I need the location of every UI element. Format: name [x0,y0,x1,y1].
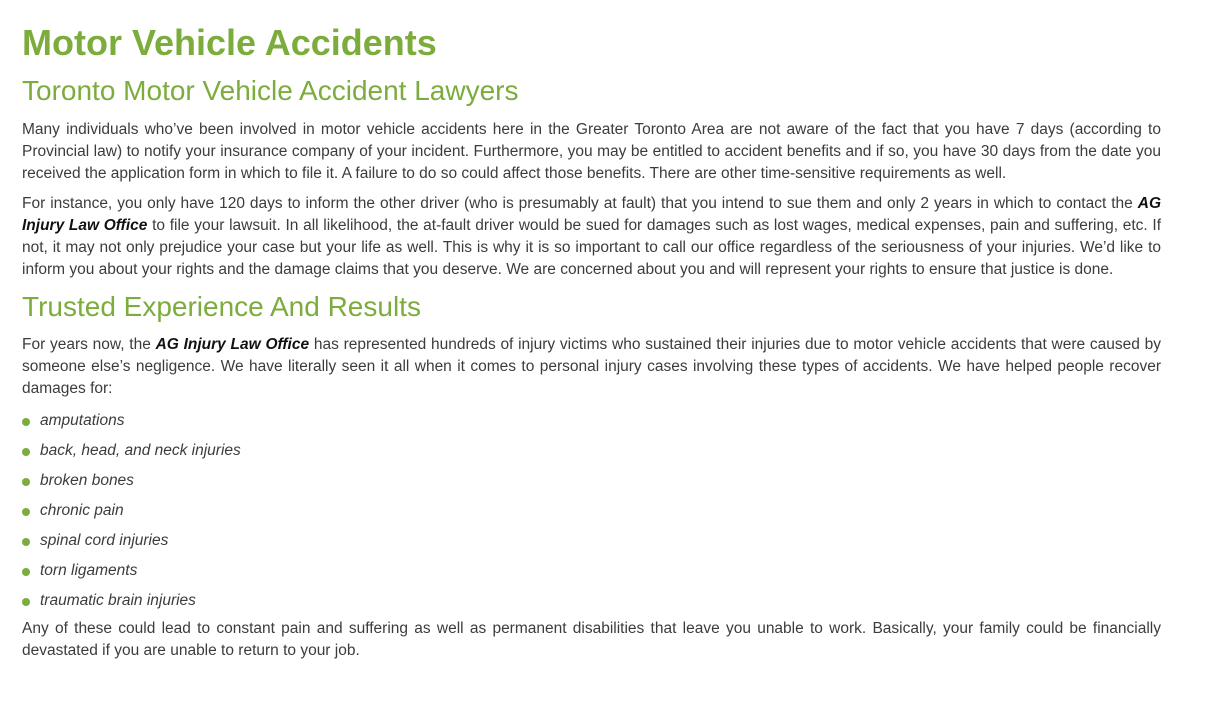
closing-paragraph: Any of these could lead to constant pain and suffering as well as permanent disabilities that leave you unable to work. Basically, your family could be financially devastated if you are unable to return to your job. [22,620,1161,659]
bullet-dot-icon [22,538,30,546]
list-item-label: amputations [40,412,125,429]
deadline-text-end: to file your lawsuit. In all likelihood, the at-fault driver would be sued for damages such as lost wages, medical expenses, pain and suffering, etc. If not, it may not only prejudice your case but your life as well. This is why it is so important to call our office regardless of the seriousness of your injuries. We’d like to inform you about your rights and the damage claims that you deserve. We are concerned about you and will represent your rights to ensure that justice is done. [22,217,1161,278]
section-heading-experience: Trusted Experience And Results [22,291,421,322]
list-item [22,586,1161,616]
list-item-label: chronic pain [40,502,124,519]
bullet-dot-icon [22,448,30,456]
damages-list [22,406,1161,616]
list-item [22,526,1161,556]
experience-text-end: has represented hundreds of injury victims who sustained their injuries due to motor vehicle accidents that were caused by someone else’s negligence. We have literally seen it all when it comes to personal injury cases involving these types of accidents. We have helped people recover damages for: [22,336,1161,397]
intro-paragraph: Many individuals who’ve been involved in motor vehicle accidents here in the Greater Toronto Area are not aware of the fact that you have 7 days (according to Provincial law) to notify your insurance company of your incident. Furthermore, you may be entitled to accident benefits and if so, you have 30 days from the date you received the application form in which to file it. A failure to do so could affect those benefits. There are other time-sensitive requirements as well. [22,121,1161,182]
deadline-text-start: For instance, you only have 120 days to inform the other driver (who is presumably at fault) that you intend to sue them and only 2 years in which to contact the [22,195,1138,212]
section-heading-lawyers: Toronto Motor Vehicle Accident Lawyers [22,75,519,106]
bullet-dot-icon [22,508,30,516]
list-item-label: back, head, and neck injuries [40,442,241,459]
list-item-label: broken bones [40,472,134,489]
list-item [22,466,1161,496]
list-item [22,436,1161,466]
firm-name: AG Injury Law Office [155,336,310,353]
bullet-dot-icon [22,478,30,486]
list-item [22,556,1161,586]
list-item-label: torn ligaments [40,562,138,579]
page-title: Motor Vehicle Accidents [22,22,437,63]
list-item [22,496,1161,526]
list-item-label: traumatic brain injuries [40,592,196,609]
experience-text-start: For years now, the [22,336,156,353]
deadline-paragraph [22,193,1161,281]
list-item [22,406,1161,436]
list-item-label: spinal cord injuries [40,532,169,549]
firm-name: AG Injury Law Office [22,195,1161,234]
bullet-dot-icon [22,598,30,606]
bullet-dot-icon [22,418,30,426]
bullet-dot-icon [22,568,30,576]
experience-paragraph [22,334,1161,400]
